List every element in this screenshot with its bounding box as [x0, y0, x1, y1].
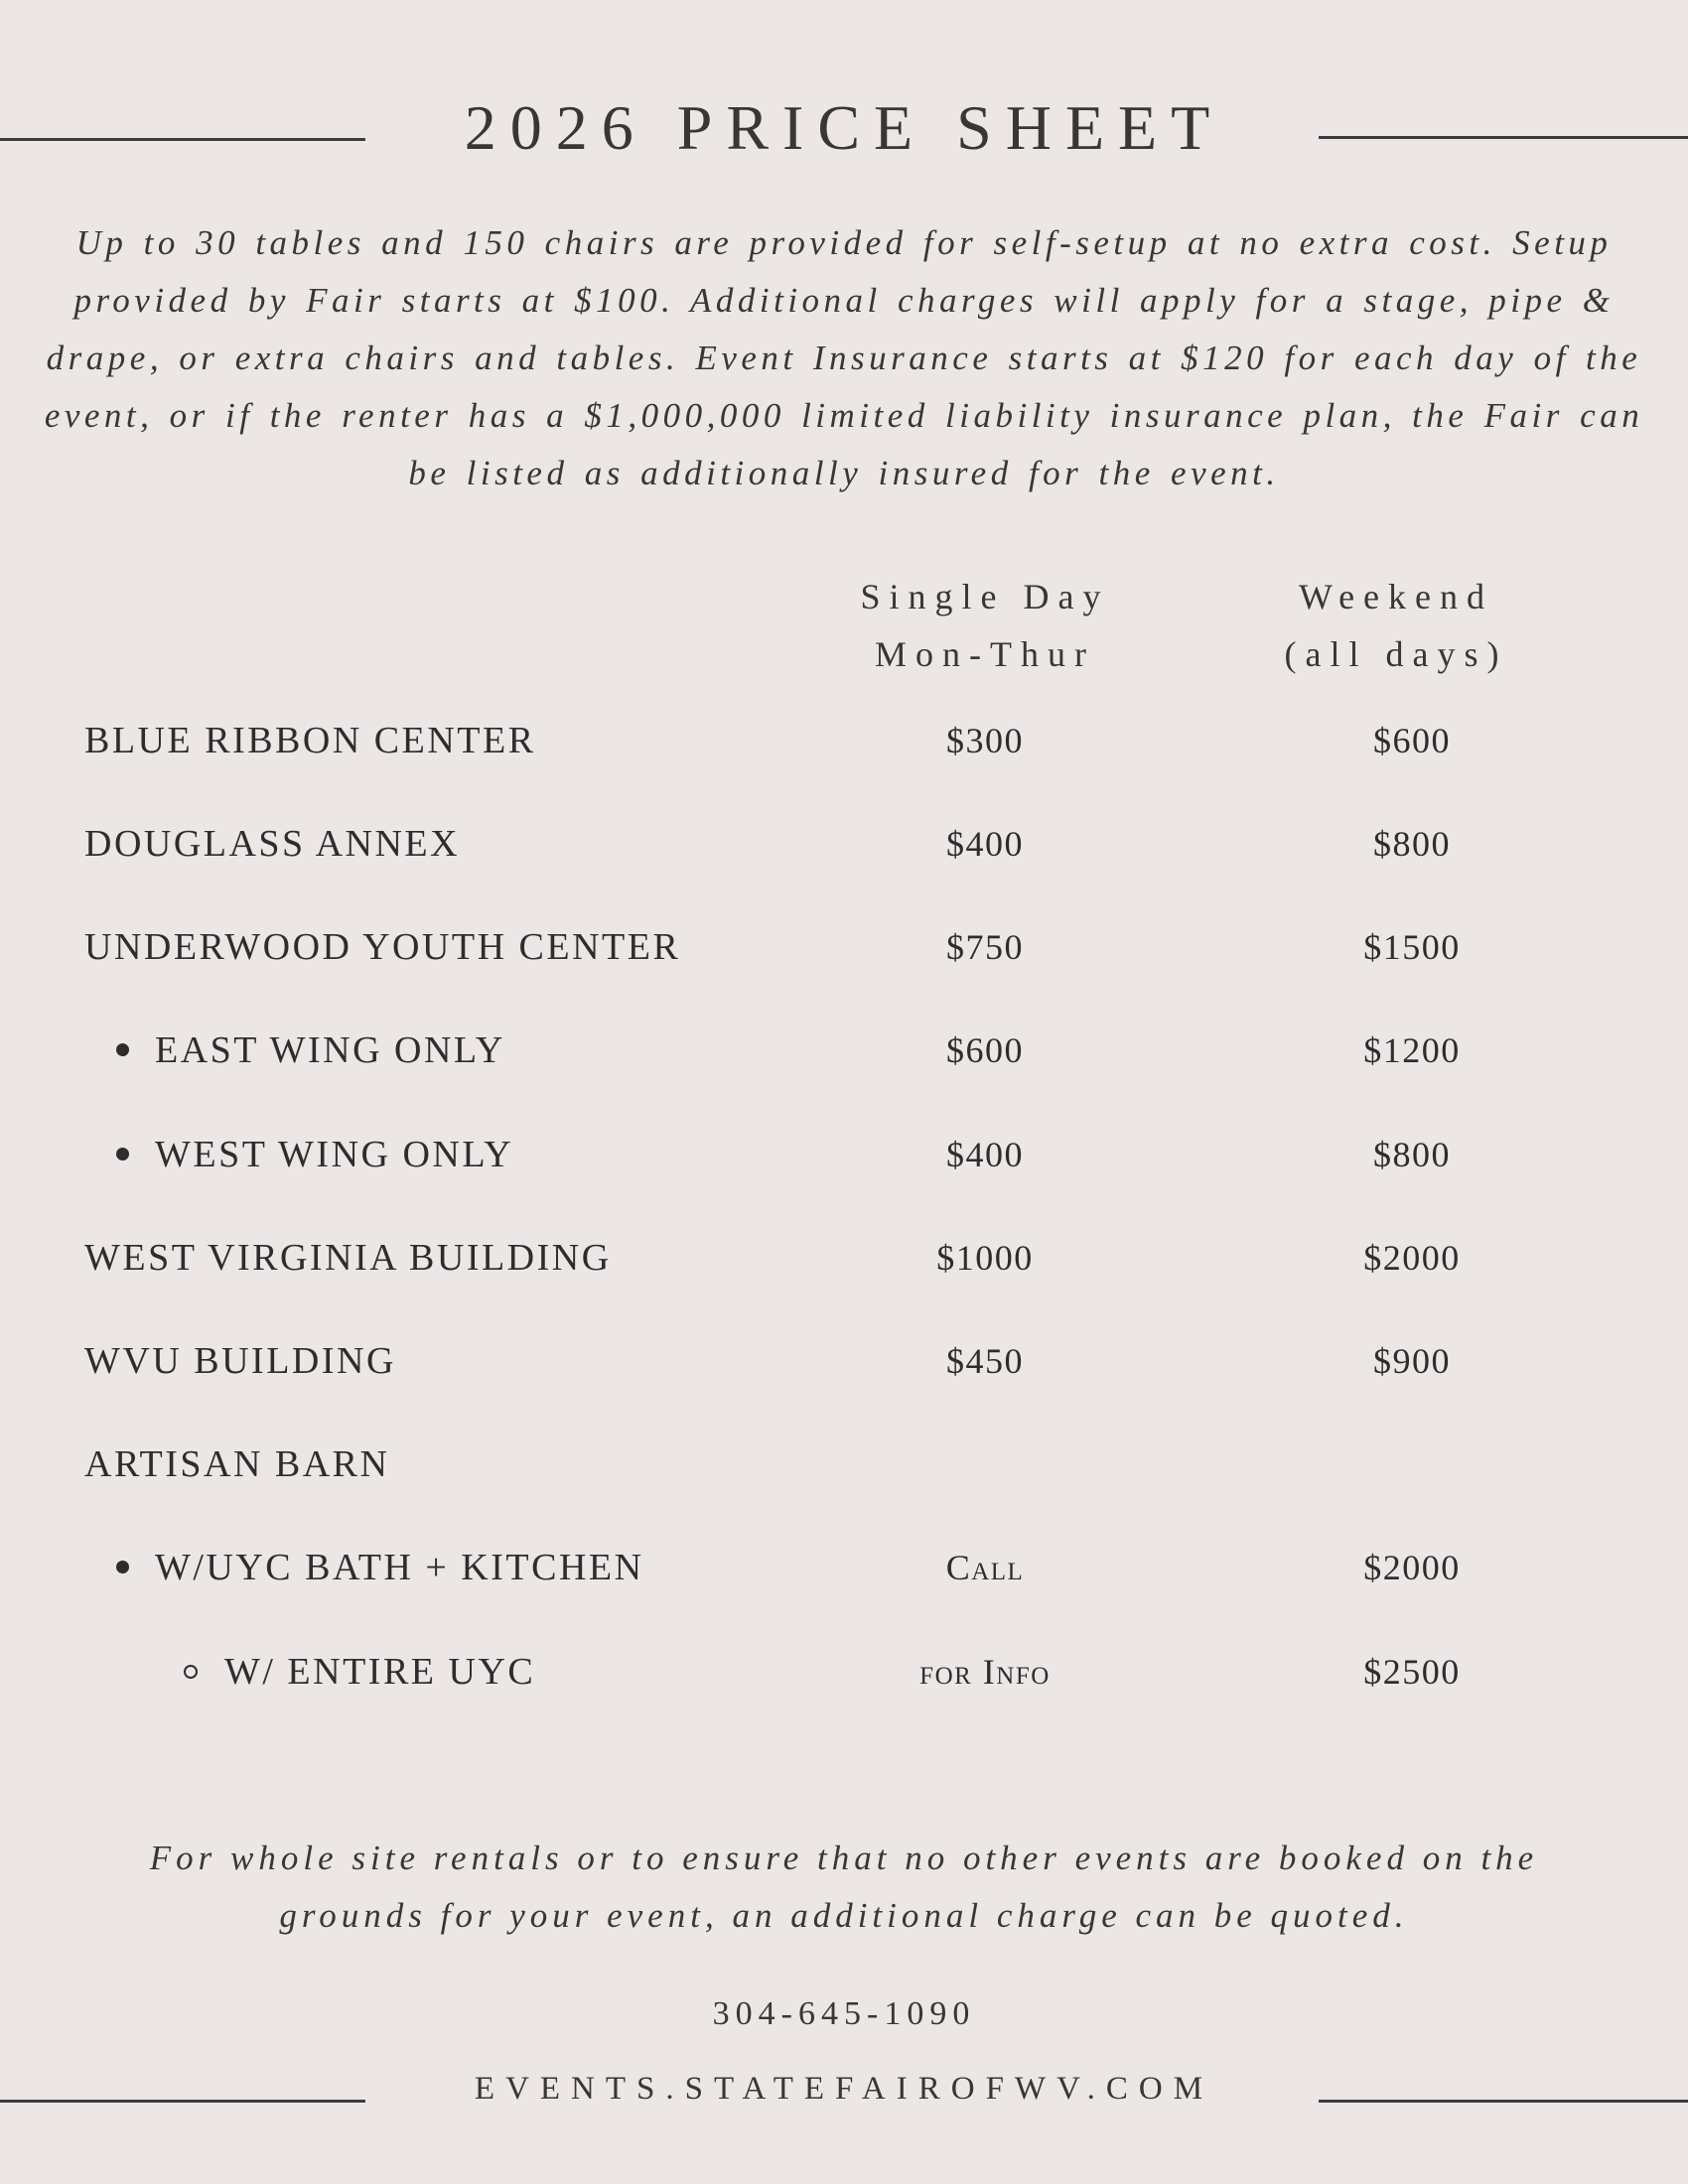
footer-rule-right	[1319, 2100, 1688, 2103]
venue-name: WEST WING ONLY	[155, 1134, 514, 1175]
venue-name: W/ ENTIRE UYC	[224, 1651, 536, 1693]
column-header-weekend-line1: Weekend	[1298, 577, 1494, 616]
venue-name: EAST WING ONLY	[155, 1029, 505, 1071]
header-rule-left	[0, 138, 365, 141]
column-header-weekend-line2: (all days)	[1284, 634, 1508, 674]
weekend-price: $1200	[1363, 1030, 1461, 1070]
price-row	[0, 711, 1688, 770]
footer-rule-left	[0, 2100, 365, 2103]
weekend-price: $2000	[1363, 1238, 1461, 1278]
footer-note: For whole site rentals or to ensure that no other events are booked on the grounds for your event, an additional charge can be quoted.	[149, 1839, 1539, 1935]
weekend-price: $800	[1373, 1135, 1451, 1174]
price-row	[0, 1538, 1688, 1597]
single-day-price: $300	[946, 721, 1024, 760]
bullet-icon	[116, 1561, 129, 1573]
price-row	[0, 917, 1688, 977]
weekend-price: $900	[1373, 1341, 1451, 1381]
price-row	[0, 1331, 1688, 1391]
intro-paragraph: Up to 30 tables and 150 chairs are provided for self-setup at no extra cost. Setup provided by Fair starts at $100. Additional charges will apply for a stage, pipe & drape, or extra chairs and tables. Event Insurance starts at $120 for each day of the event, or if the renter has a $1,000,000 limited liability insurance plan, the Fair can be listed as additionally insured for the event.	[44, 223, 1644, 492]
venue-name: DOUGLASS ANNEX	[84, 823, 461, 865]
venue-name: WEST VIRGINIA BUILDING	[84, 1237, 612, 1279]
venue-name: UNDERWOOD YOUTH CENTER	[84, 926, 681, 968]
venue-name: ARTISAN BARN	[84, 1443, 390, 1485]
price-row	[0, 1021, 1688, 1080]
phone-number: 304-645-1090	[712, 1995, 976, 2032]
weekend-price: $800	[1373, 824, 1451, 864]
single-day-price: Call	[945, 1548, 1025, 1587]
price-row	[0, 1642, 1688, 1702]
weekend-price: $2000	[1363, 1548, 1461, 1587]
venue-name: W/UYC BATH + KITCHEN	[155, 1547, 644, 1588]
header-rule-right	[1319, 136, 1688, 139]
bullet-icon	[116, 1148, 129, 1160]
venue-name: WVU BUILDING	[84, 1340, 396, 1382]
column-header-single-day	[776, 568, 1194, 683]
single-day-price: $1000	[936, 1238, 1034, 1278]
weekend-price: $1500	[1363, 927, 1461, 967]
bullet-icon	[116, 1043, 129, 1056]
weekend-price: $2500	[1363, 1652, 1461, 1692]
venue-name: BLUE RIBBON CENTER	[84, 720, 536, 761]
single-day-price: $750	[946, 927, 1024, 967]
single-day-price: $400	[946, 1135, 1024, 1174]
single-day-price: for Info	[919, 1652, 1051, 1692]
column-header-single-day-line2: Mon-Thur	[875, 634, 1095, 674]
price-row	[0, 1125, 1688, 1184]
single-day-price: $600	[946, 1030, 1024, 1070]
single-day-price: $450	[946, 1341, 1024, 1381]
price-row	[0, 1228, 1688, 1288]
column-header-single-day-line1: Single Day	[860, 577, 1110, 616]
column-header-weekend	[1188, 568, 1605, 683]
weekend-price: $600	[1373, 721, 1451, 760]
page-title: 2026 PRICE SHEET	[464, 92, 1224, 163]
single-day-price: $400	[946, 824, 1024, 864]
price-row	[0, 1434, 1688, 1494]
website-link[interactable]: EVENTS.STATEFAIROFWV.COM	[474, 2071, 1214, 2107]
price-row	[0, 814, 1688, 874]
hollow-bullet-icon	[184, 1665, 198, 1679]
